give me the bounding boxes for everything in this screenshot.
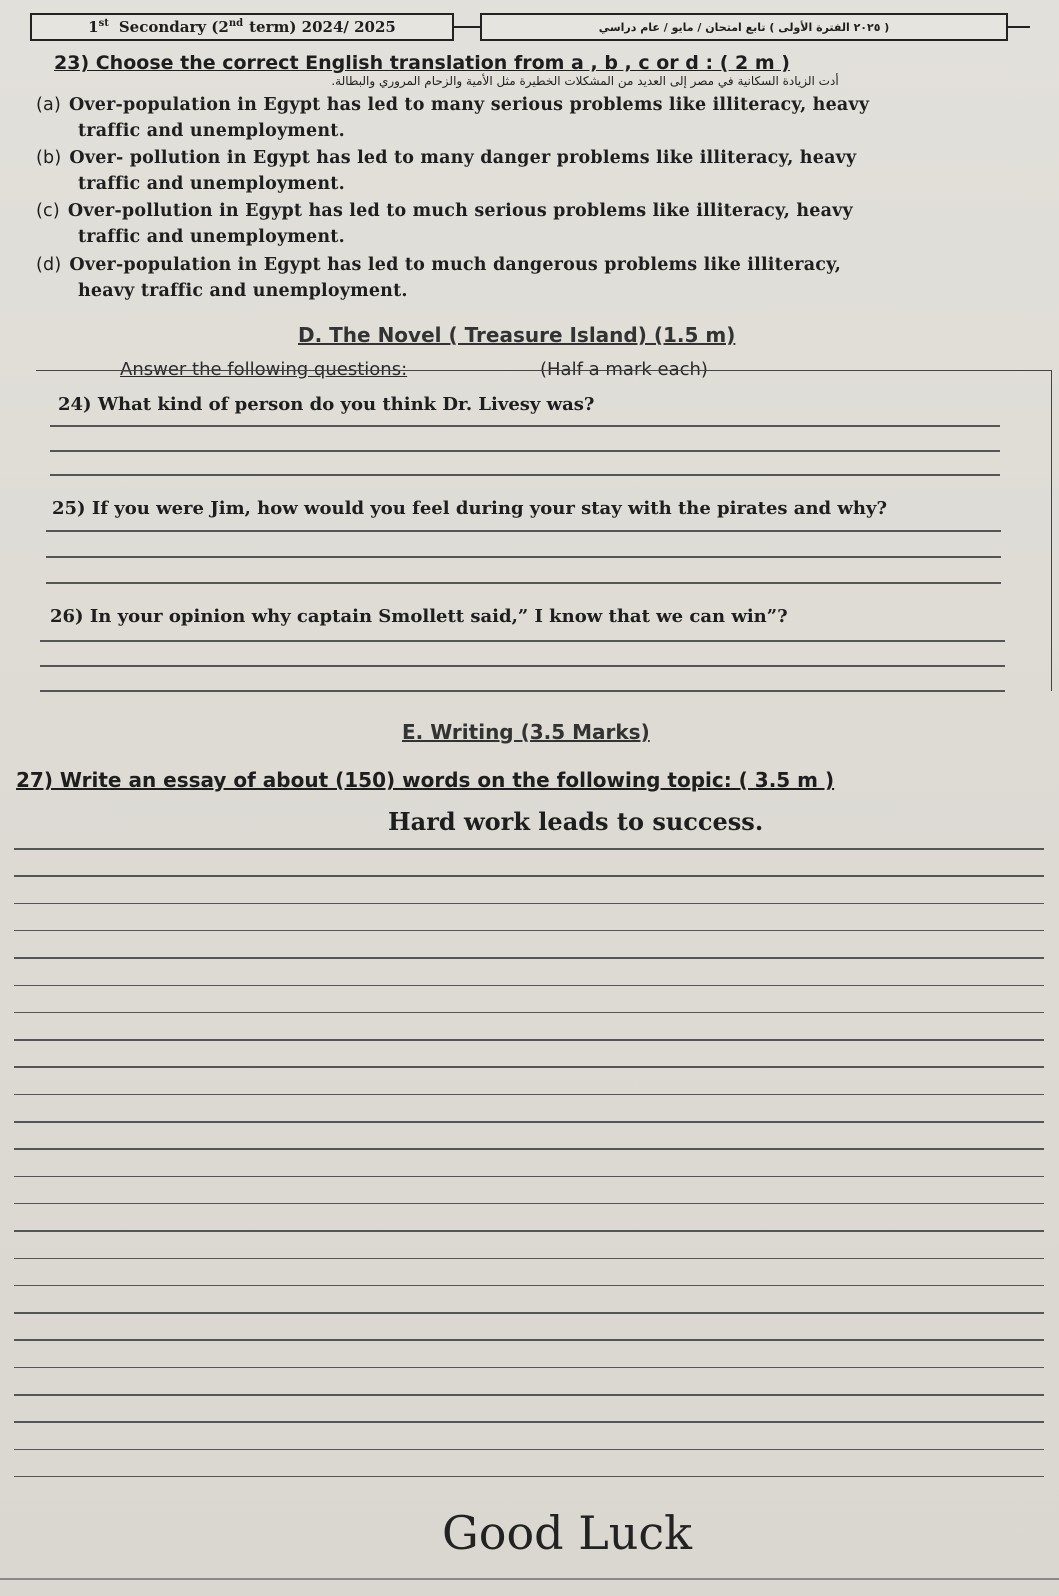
q23-option-d[interactable] [36, 252, 1036, 304]
option-label: (a) [36, 95, 61, 115]
essay-line[interactable] [14, 1339, 1044, 1341]
section-d-title: D. The Novel ( Treasure Island) (1.5 m) [298, 323, 736, 347]
section-d-marks: (Half a mark each) [540, 359, 708, 380]
answer-line[interactable] [50, 450, 1000, 452]
essay-line[interactable] [14, 957, 1044, 959]
essay-line[interactable] [14, 1066, 1044, 1068]
answer-line[interactable] [46, 530, 1001, 532]
option-text-line1: Over- pollution in Egypt has led to many danger problems like illiteracy, heavy [69, 148, 857, 168]
answer-line[interactable] [40, 690, 1005, 692]
essay-line[interactable] [14, 1148, 1044, 1150]
answer-line[interactable] [46, 556, 1001, 558]
answer-line[interactable] [50, 474, 1000, 476]
essay-line[interactable] [14, 1258, 1044, 1260]
option-text-line2: traffic and unemployment. [78, 227, 345, 247]
q23-option-b[interactable] [36, 145, 1036, 197]
section-d-instruction: Answer the following questions: [120, 359, 408, 380]
answer-line[interactable] [40, 665, 1005, 667]
q23-arabic-sentence: أدت الزيادة السكانية في مصر إلى العديد من المشكلات الخطيرة مثل الأمية والزحام المروري والبطالة. [331, 74, 839, 88]
term-sup: nd [228, 18, 244, 29]
essay-line[interactable] [14, 903, 1044, 905]
essay-line[interactable] [14, 1121, 1044, 1123]
essay-line[interactable] [14, 1094, 1044, 1096]
answer-line[interactable] [50, 425, 1000, 427]
essay-line[interactable] [14, 875, 1044, 877]
essay-line[interactable] [14, 1230, 1044, 1232]
essay-line[interactable] [14, 1312, 1044, 1314]
option-label: (b) [36, 148, 62, 168]
q27-prompt: 27) Write an essay of about (150) words on the following topic: ( 3.5 m ) [16, 768, 835, 792]
header-tail-line [1008, 26, 1030, 28]
essay-line[interactable] [14, 1421, 1044, 1423]
term-label [119, 18, 396, 36]
header-connector [454, 26, 480, 28]
essay-line[interactable] [14, 848, 1044, 850]
essay-line[interactable] [14, 985, 1044, 987]
section-e-title: E. Writing (3.5 Marks) [402, 720, 650, 744]
essay-line[interactable] [14, 1203, 1044, 1205]
essay-line[interactable] [14, 1012, 1044, 1014]
option-text-line2: traffic and unemployment. [78, 174, 345, 194]
bottom-edge-line [0, 1578, 1059, 1580]
option-label: (d) [36, 255, 62, 275]
option-text-line2: traffic and unemployment. [78, 121, 345, 141]
essay-line[interactable] [14, 1394, 1044, 1396]
essay-line[interactable] [14, 1367, 1044, 1369]
option-text-line1: Over-pollution in Egypt has led to much serious problems like illiteracy, heavy [67, 201, 853, 221]
essay-topic: Hard work leads to success. [388, 807, 764, 836]
secondary-text: Secondary (2 [118, 18, 229, 36]
option-text-line2: heavy traffic and unemployment. [78, 281, 408, 301]
q23-title: 23) Choose the correct English translation from a , b , c or d : ( 2 m ) [54, 52, 790, 74]
arabic-header-text: ( ٢٠٢٥ الفترة الأولى ) تابع امتحان / مايو / عام دراسي [598, 20, 890, 34]
q24-text: 24) What kind of person do you think Dr. Livesy was? [58, 394, 595, 415]
answer-line[interactable] [46, 582, 1001, 584]
exam-header [30, 14, 1030, 40]
grade-label [88, 18, 109, 36]
grade-sup: st [98, 18, 109, 29]
option-text-line1: Over-population in Egypt has led to much dangerous problems like illiteracy, [69, 255, 842, 275]
q26-text: 26) In your opinion why captain Smollett said,” I know that we can win”? [50, 606, 788, 627]
essay-line[interactable] [14, 930, 1044, 932]
exam-grade-term-box [30, 13, 454, 41]
exam-arabic-header-box [480, 13, 1008, 41]
essay-line[interactable] [14, 1476, 1044, 1478]
essay-line[interactable] [14, 1285, 1044, 1287]
option-text-line1: Over-population in Egypt has led to many serious problems like illiteracy, heavy [68, 95, 870, 115]
essay-line[interactable] [14, 1039, 1044, 1041]
option-label: (c) [36, 201, 60, 221]
q25-text: 25) If you were Jim, how would you feel during your stay with the pirates and why? [52, 498, 887, 519]
grade-num: 1 [88, 18, 99, 36]
q23-option-a[interactable] [36, 92, 1036, 144]
essay-line[interactable] [14, 1449, 1044, 1451]
answer-line[interactable] [40, 640, 1005, 642]
essay-line[interactable] [14, 1176, 1044, 1178]
term-year-text: term) 2024/ 2025 [249, 18, 396, 36]
q23-option-c[interactable] [36, 198, 1036, 250]
good-luck-text: Good Luck [442, 1506, 693, 1560]
